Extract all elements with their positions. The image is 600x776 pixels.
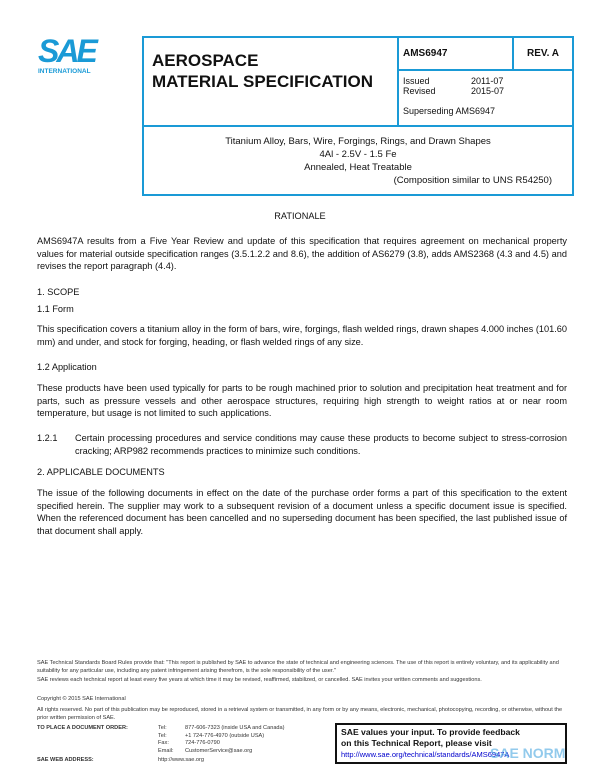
logo-subtitle: INTERNATIONAL <box>38 68 91 75</box>
email-link[interactable]: CustomerService@sae.org <box>185 747 253 754</box>
revised-date: 2015-07 <box>471 86 505 96</box>
title-line2: MATERIAL SPECIFICATION <box>152 72 373 91</box>
watermark: SAE NORM <box>490 745 566 761</box>
contact-value: 724-776-0790 <box>185 740 220 746</box>
revised-label: Revised <box>403 86 436 96</box>
issued-label: Issued <box>403 76 430 86</box>
section-number: 1.2.1 <box>37 433 58 443</box>
sae-logo <box>38 33 118 75</box>
applicable-documents-text: The issue of the following documents in effect on the date of the purchase order forms a part of this specification to the extent specified herein. The supplier may work to a subsequent revision of a document unless a specific document issue is specified. When the referenced document has been cancelled and no superseding document has been specified, the last published issue of that document shall apply. <box>37 488 567 536</box>
contact-value: 877-606-7323 (inside USA and Canada) <box>185 725 285 731</box>
application-text: These products have been used typically for parts to be rough machined prior to solution and precipitation heat treatment and for parts, such as pressure vessels and other aerospace structures, requiring high strength to weight ratios at or near room temperature, but usage is not limited to such applications. <box>37 383 567 418</box>
form-text: This specification covers a titanium alloy in the form of bars, wire, forgings, flash welded rings, drawn shapes 4.000 inches (101.60 mm) and under, and stock for forging, heading, or flash welded rings of any size. <box>37 324 567 347</box>
section-heading: 2. APPLICABLE DOCUMENTS <box>37 467 165 477</box>
section-heading: 1. SCOPE <box>37 287 80 297</box>
stress-corrosion-text: Certain processing procedures and service conditions may cause these products to become subject to stress-corrosion cracking; ARP982 recommends practices to minimize such conditions. <box>75 433 567 456</box>
subject-line: Annealed, Heat Treatable <box>304 162 412 173</box>
order-label: TO PLACE A DOCUMENT ORDER: <box>37 725 128 731</box>
footer-copyright: Copyright © 2015 SAE International <box>37 696 126 702</box>
rationale-heading: RATIONALE <box>274 211 326 221</box>
subject-line: (Composition similar to UNS R54250) <box>393 175 552 186</box>
contact-list <box>158 725 333 755</box>
feedback-line: SAE values your input. To provide feedback <box>341 727 520 737</box>
footer-rights: All rights reserved. No part of this publication may be reproduced, stored in a retrieval system or transmitted, in any form or by any means, electronic, mechanical, photocopying, recording, or otherwise, without the prior written permission of SAE. <box>37 707 563 721</box>
dates-cell <box>399 71 572 127</box>
footer-rules: SAE Technical Standards Board Rules provide that: "This report is published by SAE to advance the state of technical and engineering sciences. The use of this report is entirely voluntary, and its applicability and suitability for any particular use, including any patent infringement arising therefrom, is the sole responsibility of the user." <box>37 660 559 674</box>
section-heading: 1.2 Application <box>37 362 97 372</box>
superseding: Superseding AMS6947 <box>403 106 496 116</box>
logo-mark: SAE <box>38 33 95 69</box>
subject-line: 4Al - 2.5V - 1.5 Fe <box>319 149 397 160</box>
contact-label: Tel: <box>158 725 167 731</box>
contact-label: Fax: <box>158 740 169 746</box>
revision: REV. A <box>514 38 572 71</box>
section-heading: 1.1 Form <box>37 304 74 314</box>
issued-date: 2011-07 <box>471 76 504 86</box>
web-label: SAE WEB ADDRESS: <box>37 757 94 763</box>
contact-value: +1 724-776-4970 (outside USA) <box>185 732 265 739</box>
contact-label: Tel: <box>158 732 167 739</box>
subject-cell <box>144 127 572 194</box>
title-cell <box>144 38 399 127</box>
feedback-link[interactable]: http://www.sae.org/technical/standards/AMS6947A <box>341 750 510 759</box>
doc-number: AMS6947 <box>399 38 514 71</box>
contact-label: Email: <box>158 747 174 754</box>
title-line1: AEROSPACE <box>152 51 259 70</box>
feedback-line: on this Technical Report, please visit <box>341 738 492 748</box>
footer-review: SAE reviews each technical report at least every five years at which time it may be revised, reaffirmed, stabilized, or cancelled. SAE invites your written comments and suggestions. <box>37 677 482 683</box>
rationale-text: AMS6947A results from a Five Year Review and update of this specification that requires agreement on mechanical property values for material outside specification ranges (3.5.1.2.2 and 8.6), the addition of AS6279 (3.8), adds AMS2368 (4.3 and 4.5) and revises the report paragraph (4.4). <box>37 236 567 271</box>
subject-line: Titanium Alloy, Bars, Wire, Forgings, Rings, and Drawn Shapes <box>225 136 491 147</box>
web-link[interactable]: http://www.sae.org <box>158 757 205 763</box>
spec-header-box <box>142 36 574 196</box>
